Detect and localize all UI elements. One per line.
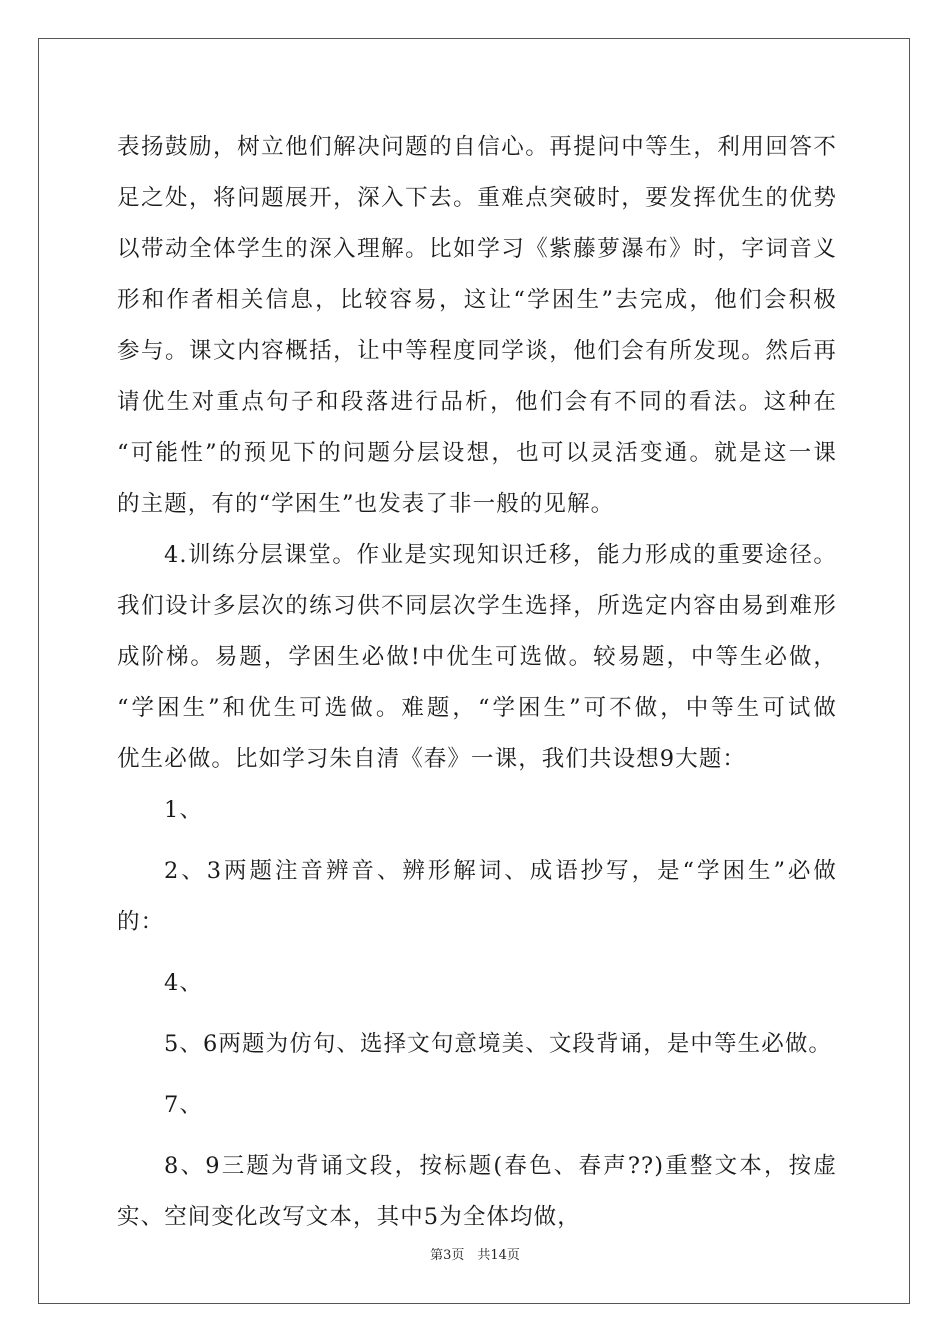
text-line: 4.训练分层课堂。作业是实现知识迁移，能力形成的重要途径。 <box>164 542 837 568</box>
text-line: 实、空间变化改写文本，其中5为全体均做， <box>117 1204 581 1230</box>
text-line: 4、 <box>164 970 204 996</box>
text-line: 8、9三题为背诵文段，按标题(春色、春声??)重整文本，按虚 <box>164 1153 837 1179</box>
text-line: 2、3两题注音辨音、辨形解词、成语抄写，是“学困生”必做 <box>164 858 837 884</box>
text-line: 成阶梯。易题，学困生必做!中优生可选做。较易题，中等生必做， <box>117 644 837 670</box>
text-line: “学困生”和优生可选做。难题，“学困生”可不做，中等生可试做 <box>117 695 837 721</box>
text-line: 5、6两题为仿句、选择文句意境美、文段背诵，是中等生必做。 <box>164 1031 833 1057</box>
document-body <box>117 122 837 1243</box>
text-line: “可能性”的预见下的问题分层设想，也可以灵活变通。就是这一课 <box>117 440 837 466</box>
text-line: 我们设计多层次的练习供不同层次学生选择，所选定内容由易到难形 <box>117 593 837 619</box>
text-line: 表扬鼓励，树立他们解决问题的自信心。再提问中等生，利用回答不 <box>117 134 837 160</box>
text-line: 足之处，将问题展开，深入下去。重难点突破时，要发挥优生的优势 <box>117 185 837 211</box>
text-line: 7、 <box>164 1092 204 1118</box>
text-line: 1、 <box>164 797 204 823</box>
text-line: 请优生对重点句子和段落进行品析，他们会有不同的看法。这种在 <box>117 389 837 415</box>
text-line: 形和作者相关信息，比较容易，这让“学困生”去完成，他们会积极 <box>117 287 837 313</box>
page-number: 第3页 共14页 <box>430 1248 520 1263</box>
text-line: 优生必做。比如学习朱自清《春》一课，我们共设想9大题： <box>117 746 747 772</box>
text-line: 以带动全体学生的深入理解。比如学习《紫藤萝瀑布》时，字词音义 <box>117 236 837 262</box>
text-line: 的主题，有的“学困生”也发表了非一般的见解。 <box>117 491 615 517</box>
text-line: 的： <box>117 909 165 935</box>
text-line: 参与。课文内容概括，让中等程度同学谈，他们会有所发现。然后再 <box>117 338 837 364</box>
